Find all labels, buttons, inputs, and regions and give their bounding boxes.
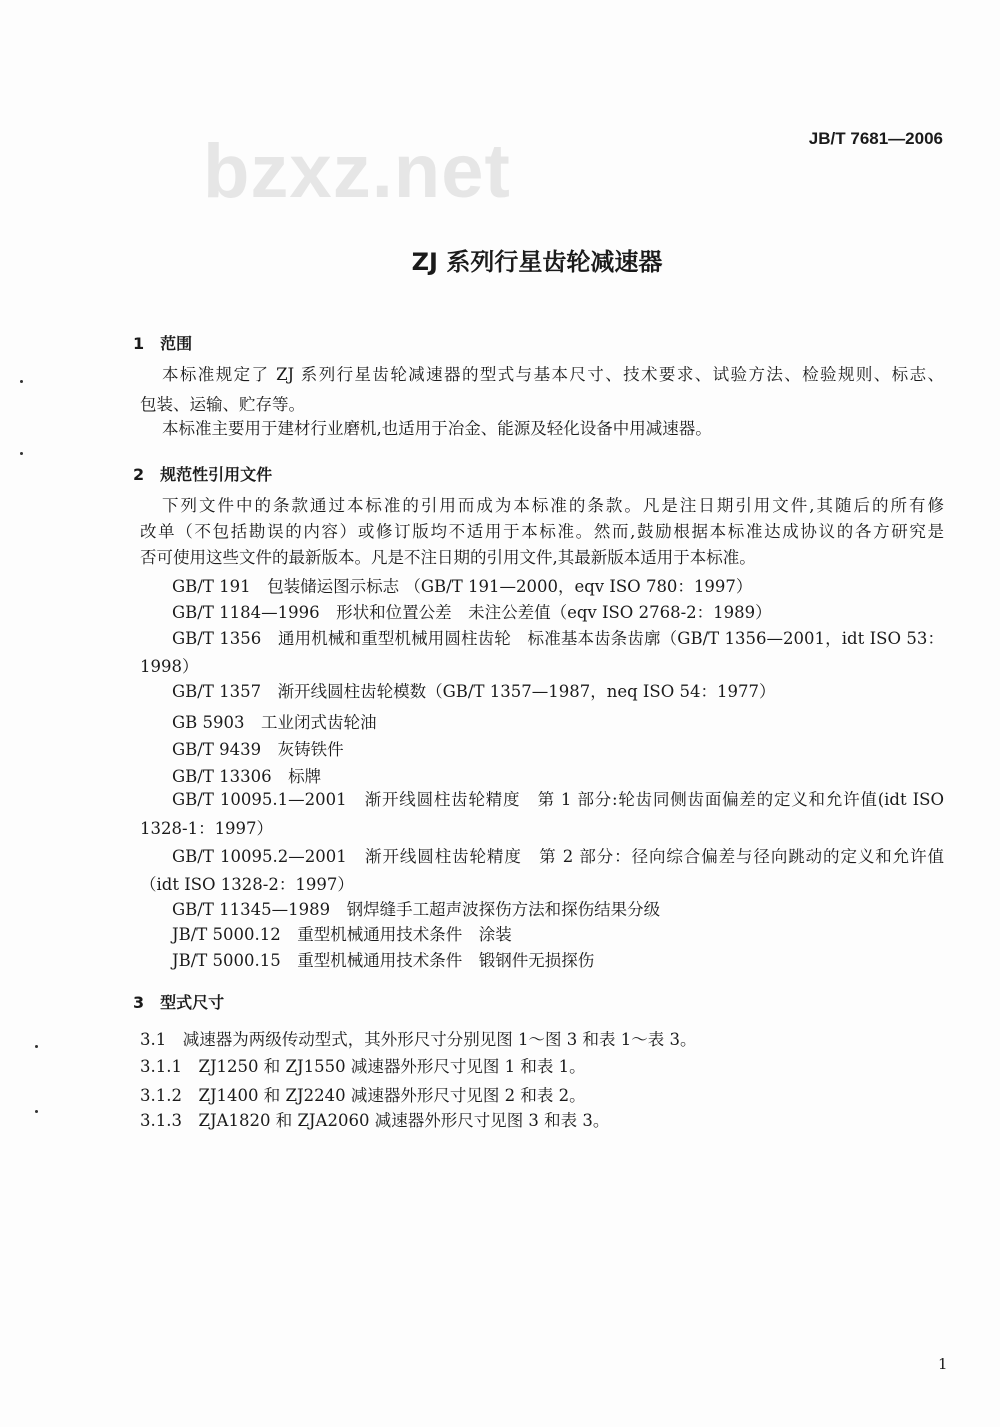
paragraph-line: 改单（不包括勘误的内容）或修订版均不适用于本标准。然而,鼓励根据本标准达成协议的各方研究是 xyxy=(140,522,944,541)
clause-line: 3.1 减速器为两级传动型式，其外形尺寸分别见图 1～图 3 和表 1～表 3。 xyxy=(140,1030,697,1049)
reference-item: GB/T 13306 标牌 xyxy=(172,767,322,786)
paragraph-line: 下列文件中的条款通过本标准的引用而成为本标准的条款。凡是注日期引用文件,其随后的所有修 xyxy=(162,496,944,515)
reference-item: GB 5903 工业闭式齿轮油 xyxy=(172,713,377,732)
scan-speck xyxy=(20,380,23,383)
scan-speck xyxy=(20,452,23,455)
reference-item: GB/T 191 包装储运图示标志 （GB/T 191—2000，eqv ISO 780：1997） xyxy=(172,577,753,596)
reference-item: GB/T 1356 通用机械和重型机械用圆柱齿轮 标准基本齿条齿廓（GB/T 1356—2001，idt ISO 53： xyxy=(172,629,944,648)
watermark: bzxz.net xyxy=(203,129,511,214)
clause-line: 3.1.2 ZJ1400 和 ZJ2240 减速器外形尺寸见图 2 和表 2。 xyxy=(140,1086,586,1105)
clause-line: 3.1.3 ZJA1820 和 ZJA2060 减速器外形尺寸见图 3 和表 3。 xyxy=(140,1111,610,1130)
reference-item: JB/T 5000.15 重型机械通用技术条件 锻钢件无损探伤 xyxy=(172,951,595,970)
page-number: 1 xyxy=(938,1355,948,1373)
reference-item: GB/T 1357 渐开线圆柱齿轮模数（GB/T 1357—1987，neq ISO 54：1977） xyxy=(172,682,776,701)
reference-item: 1328-1：1997） xyxy=(140,819,274,838)
reference-item: GB/T 1184—1996 形状和位置公差 未注公差值（eqv ISO 2768-2：1989） xyxy=(172,603,772,622)
paragraph-line: 否可使用这些文件的最新版本。凡是不注日期的引用文件,其最新版本适用于本标准。 xyxy=(140,548,756,567)
scan-speck xyxy=(35,1045,38,1048)
paragraph-line: 本标准规定了 ZJ 系列行星齿轮减速器的型式与基本尺寸、技术要求、试验方法、检验规则、标志、 xyxy=(162,365,944,384)
reference-item: （idt ISO 1328-2：1997） xyxy=(140,875,354,894)
reference-item: GB/T 9439 灰铸铁件 xyxy=(172,740,344,759)
section-heading: 3 型式尺寸 xyxy=(133,993,225,1012)
reference-item: GB/T 11345—1989 钢焊缝手工超声波探伤方法和探伤结果分级 xyxy=(172,900,661,919)
document-title: ZJ 系列行星齿轮减速器 xyxy=(411,248,663,276)
paragraph-line: 包装、运输、贮存等。 xyxy=(140,395,305,414)
standard-number: JB/T 7681—2006 xyxy=(808,129,943,148)
reference-item: JB/T 5000.12 重型机械通用技术条件 涂装 xyxy=(172,925,512,944)
reference-item: 1998） xyxy=(140,657,199,676)
section-heading: 1 范围 xyxy=(133,334,193,353)
scan-speck xyxy=(35,1110,38,1113)
reference-item: GB/T 10095.1—2001 渐开线圆柱齿轮精度 第 1 部分:轮齿同侧齿面偏差的定义和允许值(idt ISO xyxy=(172,790,944,809)
section-heading: 2 规范性引用文件 xyxy=(133,465,273,484)
reference-item: GB/T 10095.2—2001 渐开线圆柱齿轮精度 第 2 部分：径向综合偏差与径向跳动的定义和允许值 xyxy=(172,847,944,866)
clause-line: 3.1.1 ZJ1250 和 ZJ1550 减速器外形尺寸见图 1 和表 1。 xyxy=(140,1057,586,1076)
paragraph-line: 本标准主要用于建材行业磨机,也适用于冶金、能源及轻化设备中用减速器。 xyxy=(162,419,712,438)
